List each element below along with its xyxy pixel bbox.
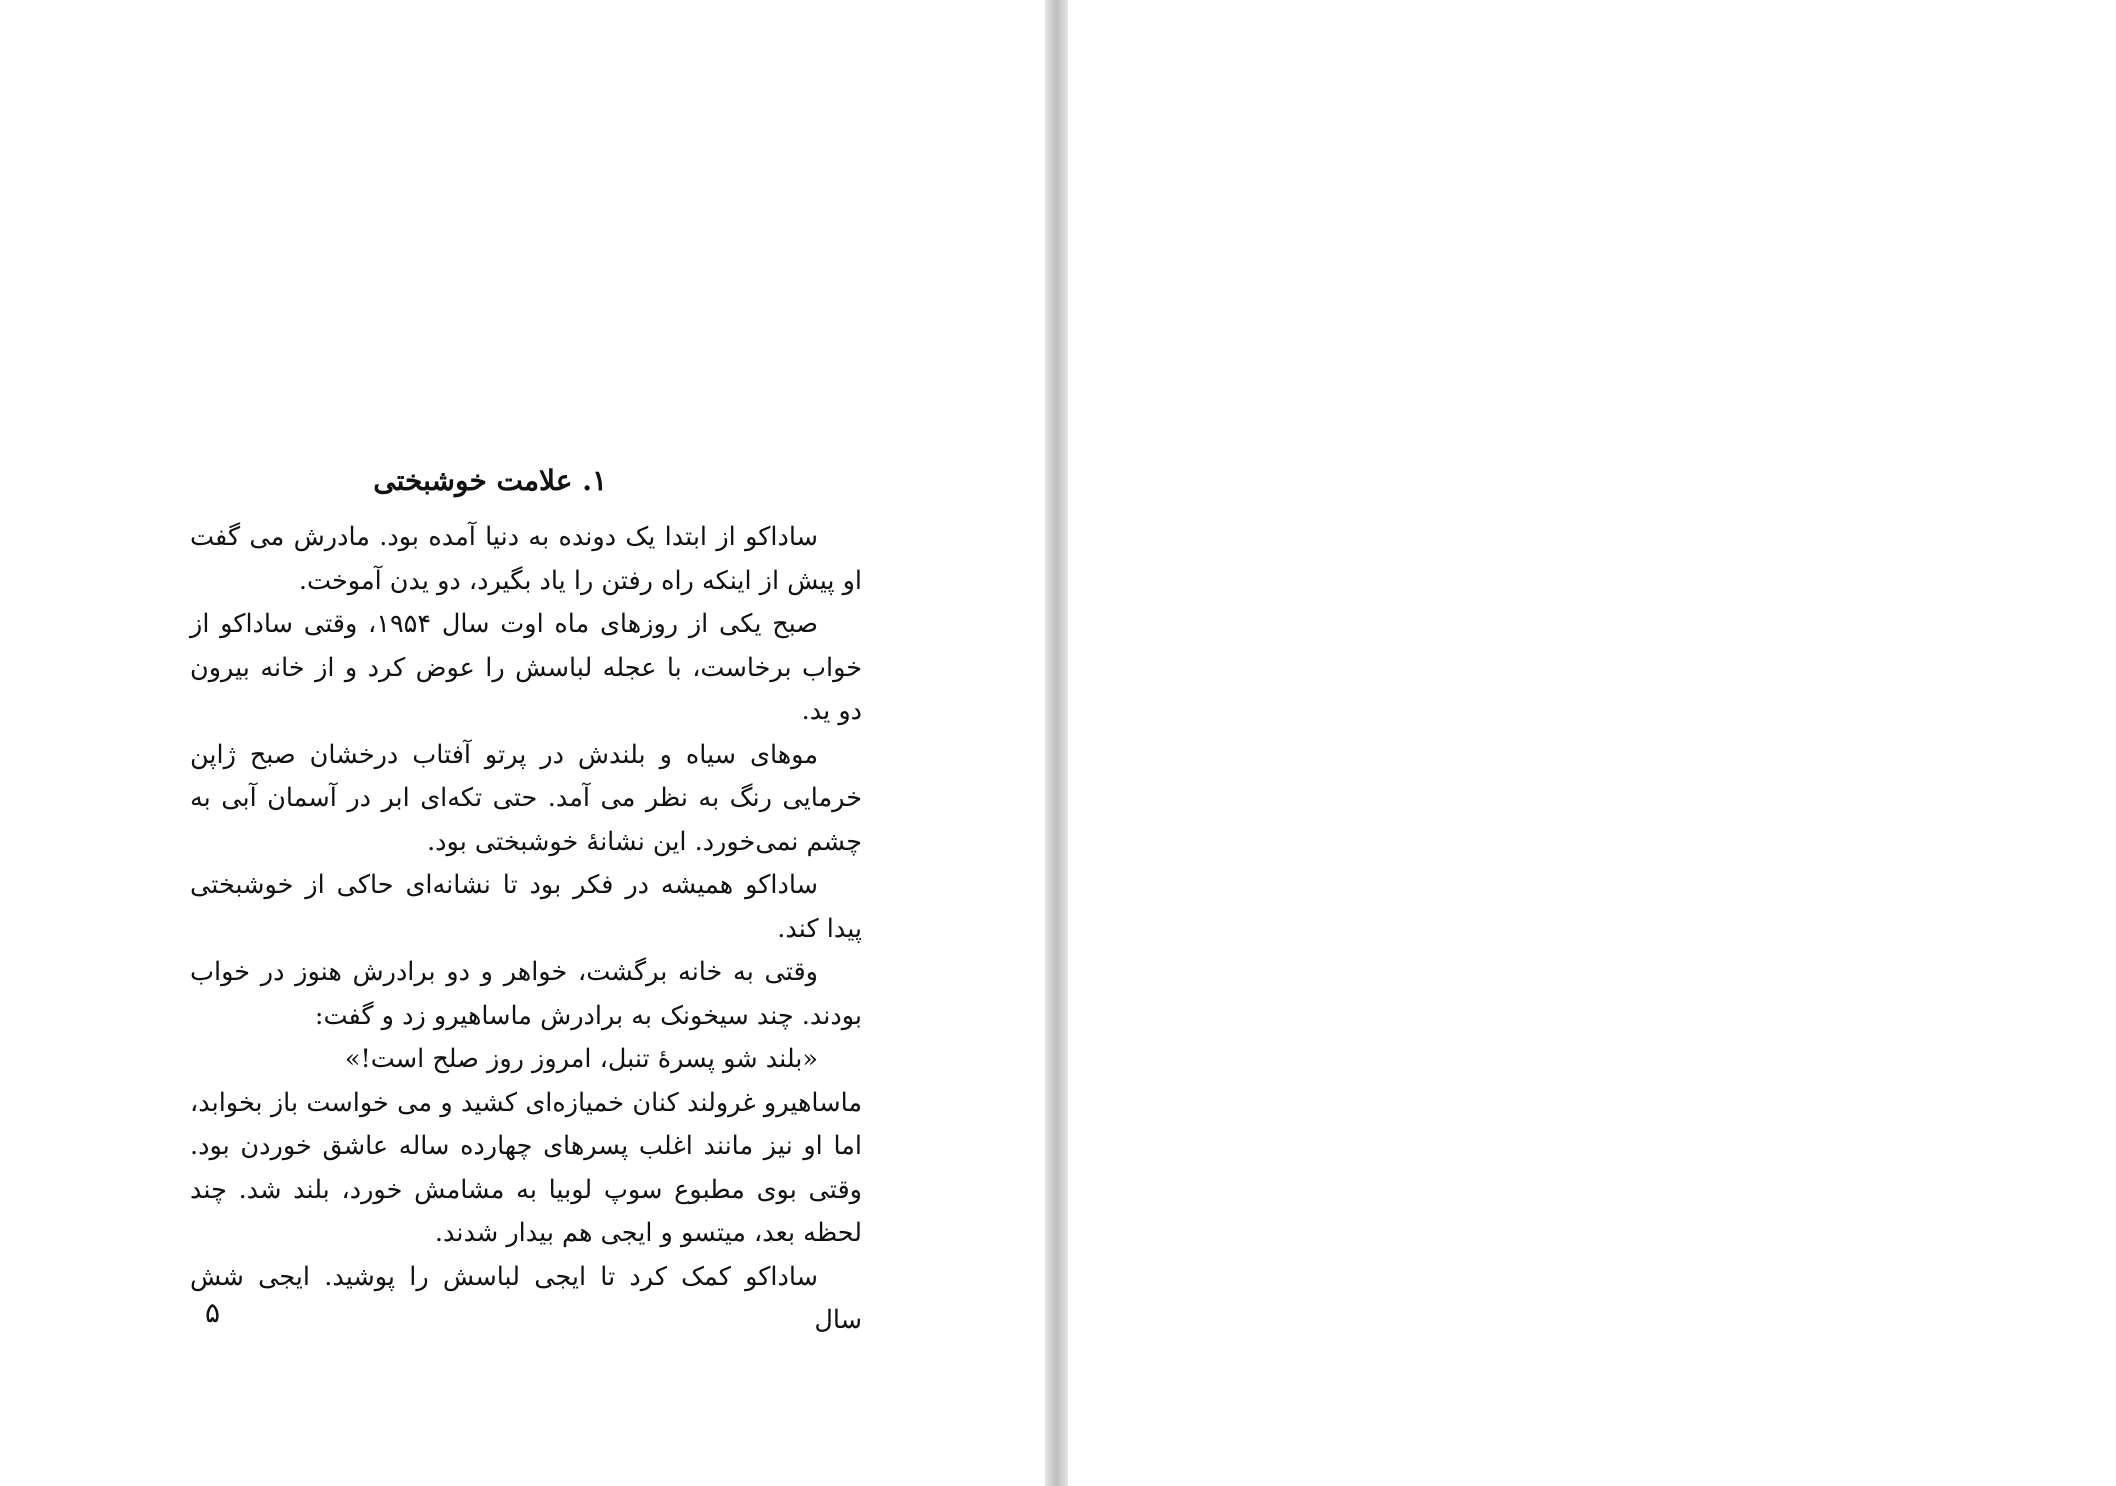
paragraph: وقتی به خانه برگشت، خواهر و دو برادرش هنوز در خواب بودند. چند سیخونک به برادرش ماساهیرو زد و گفت: [190,957,862,1031]
page-number: ۵ [205,1296,221,1329]
book-gutter [1045,0,1068,1486]
quote-paragraph: «بلند شو پسرهٔ تنبل، امروز روز صلح است!» [344,1044,818,1074]
paragraph: موهای سیاه و بلندش در پرتو آفتاب درخشان صبح ژاپن خرمایی رنگ به نظر می آمد. حتی تکه‌ای ابر در آسمان آبی به چشم نمی‌خورد. این نشانهٔ خوشبختی بود. [190,739,862,857]
right-page [1068,0,2116,1486]
left-page [0,0,1045,1486]
chapter-title: ۱. علامت خوشبختی [373,464,607,497]
paragraph: ساداکو کمک کرد تا ایجی لباسش را پوشید. ایجی شش سال [190,1261,862,1335]
paragraph: ساداکو از ابتدا یک دونده به دنیا آمده بود. مادرش می گفت او پیش از اینکه راه رفتن را یاد بگیرد، دو یدن آموخت. [190,522,862,596]
left-page-text [190,452,862,1343]
paragraph: ماساهیرو غرولند کنان خمیازه‌ای کشید و می خواست باز بخوابد، اما او نیز مانند اغلب پسرهای چهارده ساله عاشق خوردن بود. وقتی بوی مطبوع سوپ لوبیا به مشامش خورد، بلند شد. چند لحظه بعد، میتسو و ایجی هم بیدار شدند. [190,1087,862,1248]
paragraph: ساداکو همیشه در فکر بود تا نشانه‌ای حاکی از خوشبختی پیدا کند. [190,870,862,944]
paragraph: صبح یکی از روزهای ماه اوت سال ۱۹۵۴، وقتی ساداکو از خواب برخاست، با عجله لباسش را عوض کرد و از خانه بیرون دو ید. [190,609,862,726]
